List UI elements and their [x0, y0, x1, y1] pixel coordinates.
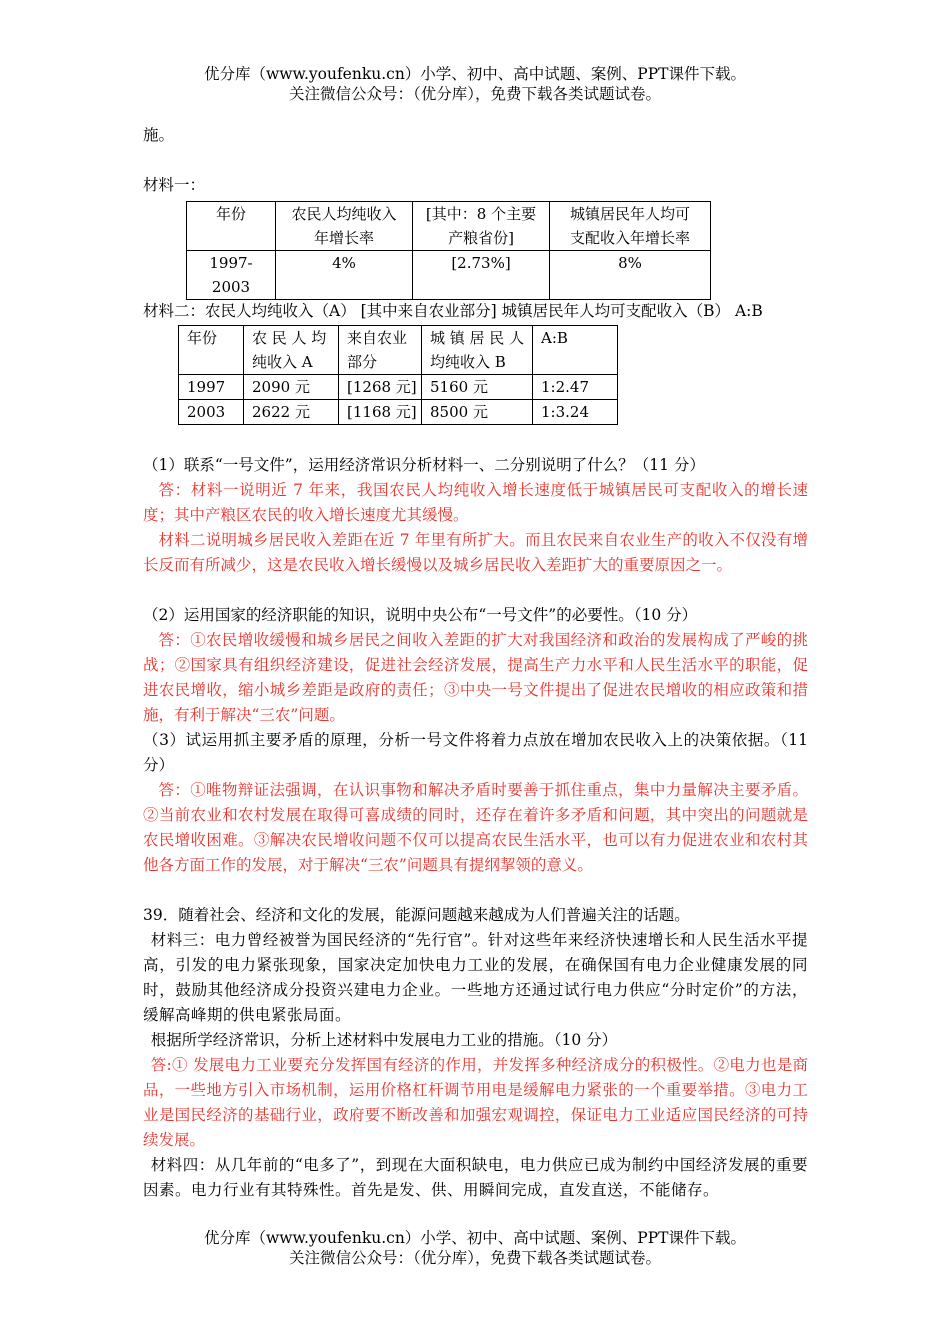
footer-line-2: 关注微信公众号：（优分库），免费下载各类试题试卷。: [288, 1249, 661, 1267]
page-header: [0, 64, 950, 104]
table-cell: 2003: [179, 400, 244, 425]
table-header-row: [179, 326, 618, 375]
table-cell: [1268 元]: [339, 375, 422, 400]
table-header-cell: 来自农业 部分: [339, 326, 422, 375]
material4-text: 材料四：从几年前的“电多了”，到现在大面积缺电，电力供应已成为制约中国经济发展的重要因素。电力行业有其特殊性。首先是发、供、用瞬间完成，直发直送，不能储存。: [143, 1156, 808, 1199]
material1-label: 材料一：: [143, 176, 206, 194]
table-header-cell: 年份: [179, 326, 244, 375]
answer-2: 答：①农民增收缓慢和城乡居民之间收入差距的扩大对我国经济和政治的发展构成了严峻的挑战；②国家具有组织经济建设，促进社会经济发展，提高生产力水平和人民生活水平的职能，促进农民增收，缩小城乡差距是政府的责任；③中央一号文件提出了促进农民增收的相应政策和措施，有利于解决“三农”问题。: [143, 631, 808, 724]
table-row: [187, 251, 711, 300]
material1-table: [186, 201, 711, 300]
answer-1b: 材料二说明城乡居民收入差距在近 7 年里有所扩大。而且农民来自农业生产的收入不仅没有增长反而有所减少，这是农民收入增长缓慢以及城乡居民收入差距扩大的重要原因之一。: [143, 531, 808, 574]
header-line-1: 优分库（www.youfenku.cn）小学、初中、高中试题、案例、PPT课件下载。: [203, 65, 747, 83]
answer-39: 答:① 发展电力工业要充分发挥国有经济的作用，并发挥多种经济成分的积极性。②电力也是商品，一些地方引入市场机制，运用价格杠杆调节用电是缓解电力紧张的一个重要举措。③电力工业是国民经济的基础行业，政府要不断改善和加强宏观调控，保证电力工业适应国民经济的可持续发展。: [143, 1056, 808, 1149]
table-cell: [2.73%]: [413, 251, 550, 300]
table-cell: 8500 元: [422, 400, 533, 425]
table-cell: 1:2.47: [533, 375, 618, 400]
header-line-2: 关注微信公众号：（优分库），免费下载各类试题试卷。: [288, 85, 661, 103]
page-footer: [0, 1228, 950, 1268]
answer-3: 答：①唯物辩证法强调，在认识事物和解决矛盾时要善于抓住重点，集中力量解决主要矛盾。②当前农业和农村发展在取得可喜成绩的同时，还存在着许多矛盾和问题，其中突出的问题就是农民增收困难。③解决农民增收问题不仅可以提高农民生活水平，也可以有力促进农业和农村其他各方面工作的发展，对于解决“三农”问题具有提纲挈领的意义。: [143, 781, 808, 874]
table-row: [179, 400, 618, 425]
table-header-cell: 农民人均纯收入 年增长率: [276, 202, 413, 251]
fragment-text: 施。: [143, 126, 175, 144]
material2-table: [178, 325, 618, 425]
question-2: （2）运用国家的经济职能的知识，说明中央公布“一号文件”的必要性。（10 分）: [143, 606, 698, 624]
table-cell: 1997-2003: [187, 251, 276, 300]
material2-label: 材料二：农民人均纯收入（A） [其中来自农业部分] 城镇居民年人均可支配收入（B） A:B: [143, 302, 763, 320]
table-cell: [1168 元]: [339, 400, 422, 425]
table-header-cell: 年份: [187, 202, 276, 251]
question-3: （3）试运用抓主要矛盾的原理，分析一号文件将着力点放在增加农民收入上的决策依据。（11 分）: [143, 731, 808, 774]
table-header-cell: [其中：8 个主要 产粮省份]: [413, 202, 550, 251]
material3-text: 材料三：电力曾经被誉为国民经济的“先行官”。针对这些年来经济快速增长和人民生活水平提高，引发的电力紧张现象，国家决定加快电力工业的发展，在确保国有电力企业健康发展的同时，鼓励其他经济成分投资兴建电力企业。一些地方还通过试行电力供应“分时定价”的方法，缓解高峰期的供电紧张局面。: [143, 931, 808, 1024]
table-cell: 4%: [276, 251, 413, 300]
table-header-cell: 城 镇 居 民 人 均纯收入 B: [422, 326, 533, 375]
question-39-ask: 根据所学经济常识，分析上述材料中发展电力工业的措施。（10 分）: [150, 1031, 618, 1049]
table-cell: 1997: [179, 375, 244, 400]
table-header-cell: 农 民 人 均 纯收入 A: [244, 326, 339, 375]
footer-line-1: 优分库（www.youfenku.cn）小学、初中、高中试题、案例、PPT课件下载。: [203, 1229, 747, 1247]
question-1: （1）联系“一号文件”，运用经济常识分析材料一、二分别说明了什么？（11 分）: [143, 456, 705, 474]
table-cell: 1:3.24: [533, 400, 618, 425]
table-row: [179, 375, 618, 400]
table-cell: 2090 元: [244, 375, 339, 400]
question-39: 39．随着社会、经济和文化的发展，能源问题越来越成为人们普遍关注的话题。: [143, 906, 690, 924]
table-header-cell: A:B: [533, 326, 618, 375]
table-header-cell: 城镇居民年人均可 支配收入年增长率: [550, 202, 711, 251]
answer-1a: 答：材料一说明近 7 年来，我国农民人均纯收入增长速度低于城镇居民可支配收入的增长速度；其中产粮区农民的收入增长速度尤其缓慢。: [143, 481, 808, 524]
table-cell: 5160 元: [422, 375, 533, 400]
table-cell: 2622 元: [244, 400, 339, 425]
table-cell: 8%: [550, 251, 711, 300]
table-header-row: [187, 202, 711, 251]
